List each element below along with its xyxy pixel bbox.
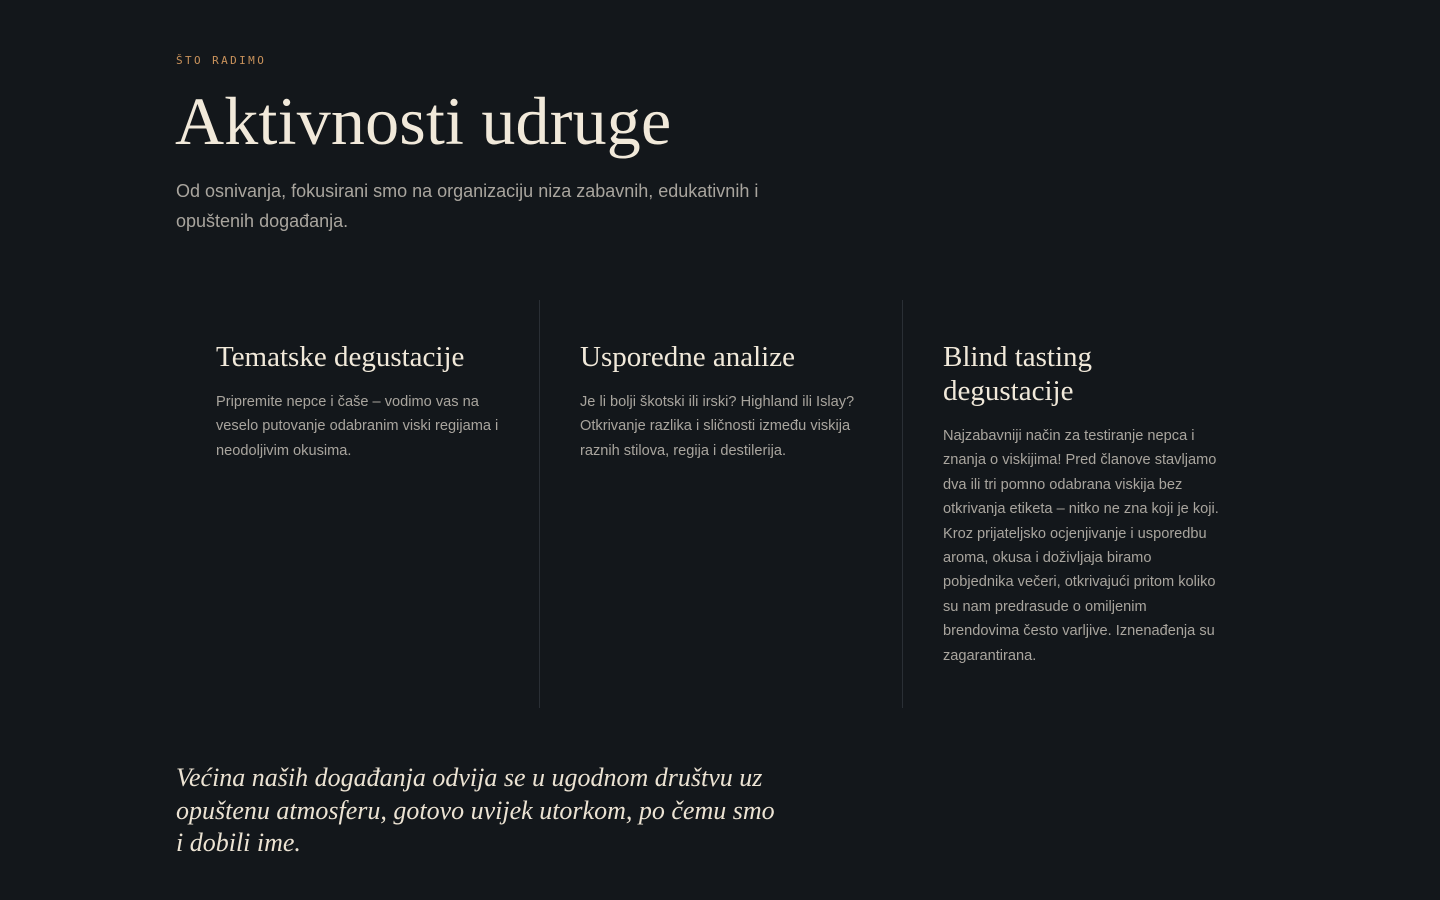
activity-card-themed-tastings (176, 300, 539, 708)
activity-description: Najzabavniji način za testiranje nepca i znanja o viskijima! Pred članove stavljamo dva ili tri pomno odabrana viskija bez otkrivanja etiketa – nitko ne zna koji je koji. Kroz prijateljsko ocjenjivanje i usporedbu aroma, okusa i doživljaja biramo pobjednika večeri, otkrivajući pritom koliko su nam predrasude o omiljenim brendovima često varljive. Iznenađenja su zagarantirana. (943, 428, 1219, 664)
section-eyebrow: ŠTO RADIMO (176, 54, 267, 67)
section-title: Aktivnosti udruge (175, 83, 672, 159)
activity-card-blind-tasting (902, 300, 1265, 708)
activities-list (176, 300, 1265, 708)
activity-description: Je li bolji škotski ili irski? Highland ili Islay? Otkrivanje razlika i sličnosti između viskija raznih stilova, regija i destilerija. (580, 394, 855, 459)
activity-description: Pripremite nepce i čaše – vodimo vas na veselo putovanje odabranim viski regijama i neodoljivim okusima. (216, 394, 499, 459)
section-lead: Od osnivanja, fokusirani smo na organizaciju niza zabavnih, edukativnih i opuštenih događanja. (176, 181, 759, 231)
activity-title: Tematske degustacije (216, 341, 465, 373)
closing-quote: Većina naših događanja odvija se u ugodnom društvu uz opuštenu atmosferu, gotovo uvijek utorkom, po čemu smo i dobili ime. (176, 763, 775, 857)
activity-title: Blind tasting degustacije (943, 341, 1093, 407)
activity-title: Usporedne analize (580, 341, 795, 373)
activity-card-comparative-analyses (539, 300, 902, 708)
